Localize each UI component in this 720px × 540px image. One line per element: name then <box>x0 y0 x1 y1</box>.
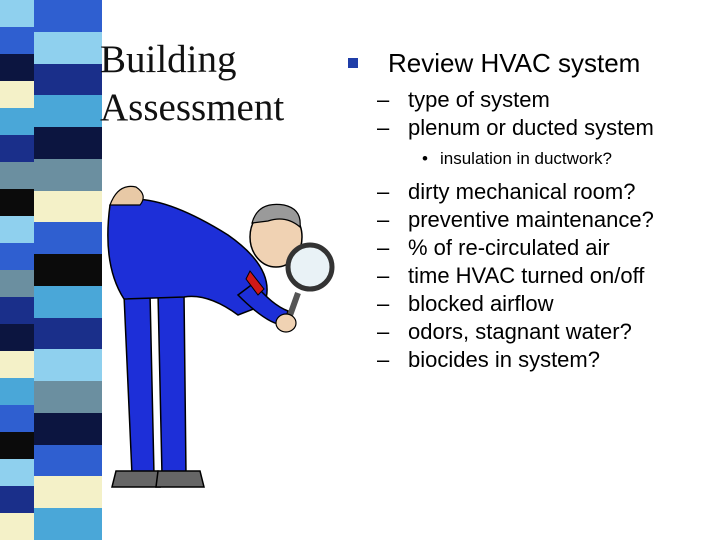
dash-bullet: – <box>377 87 390 112</box>
bullet-level-1 <box>340 46 710 80</box>
list-item <box>340 86 710 114</box>
list-item-text: odors, stagnant water? <box>408 319 632 344</box>
dash-bullet: – <box>377 291 390 316</box>
list-item-text: dirty mechanical room? <box>408 179 636 204</box>
decorative-strip <box>0 0 68 540</box>
strip-edge <box>34 0 68 540</box>
list-item-text: time HVAC turned on/off <box>408 263 645 288</box>
dash-bullet: – <box>377 179 390 204</box>
sub-list-item-text: insulation in ductwork? <box>440 149 612 168</box>
list-item <box>340 318 710 346</box>
list-item-text: preventive maintenance? <box>408 207 654 232</box>
list-item <box>340 114 710 142</box>
list-item-text: biocides in system? <box>408 347 600 372</box>
square-bullet-icon <box>348 58 358 68</box>
dash-bullet: – <box>377 235 390 260</box>
list-item-text: blocked airflow <box>408 291 554 316</box>
list-item-text: % of re-circulated air <box>408 235 610 260</box>
list-item <box>340 234 710 262</box>
slide-title <box>100 36 330 132</box>
title-line-2: Assessment <box>100 86 285 129</box>
dot-bullet: • <box>422 149 428 168</box>
list-item-text: type of system <box>408 87 550 112</box>
man-with-magnifying-glass-icon <box>88 175 348 495</box>
list-item <box>340 290 710 318</box>
dash-bullet: – <box>377 319 390 344</box>
list-item <box>340 346 710 374</box>
list-item <box>340 178 710 206</box>
list-item <box>340 206 710 234</box>
list-item <box>340 262 710 290</box>
dash-bullet: – <box>377 115 390 140</box>
bullet-list <box>340 46 710 374</box>
list-item-text: plenum or ducted system <box>408 115 654 140</box>
title-line-1: Building <box>100 38 237 81</box>
bullet-heading: Review HVAC system <box>388 48 641 78</box>
dash-bullet: – <box>377 263 390 288</box>
dash-bullet: – <box>377 207 390 232</box>
dash-bullet: – <box>377 347 390 372</box>
sub-list-item <box>340 148 710 170</box>
